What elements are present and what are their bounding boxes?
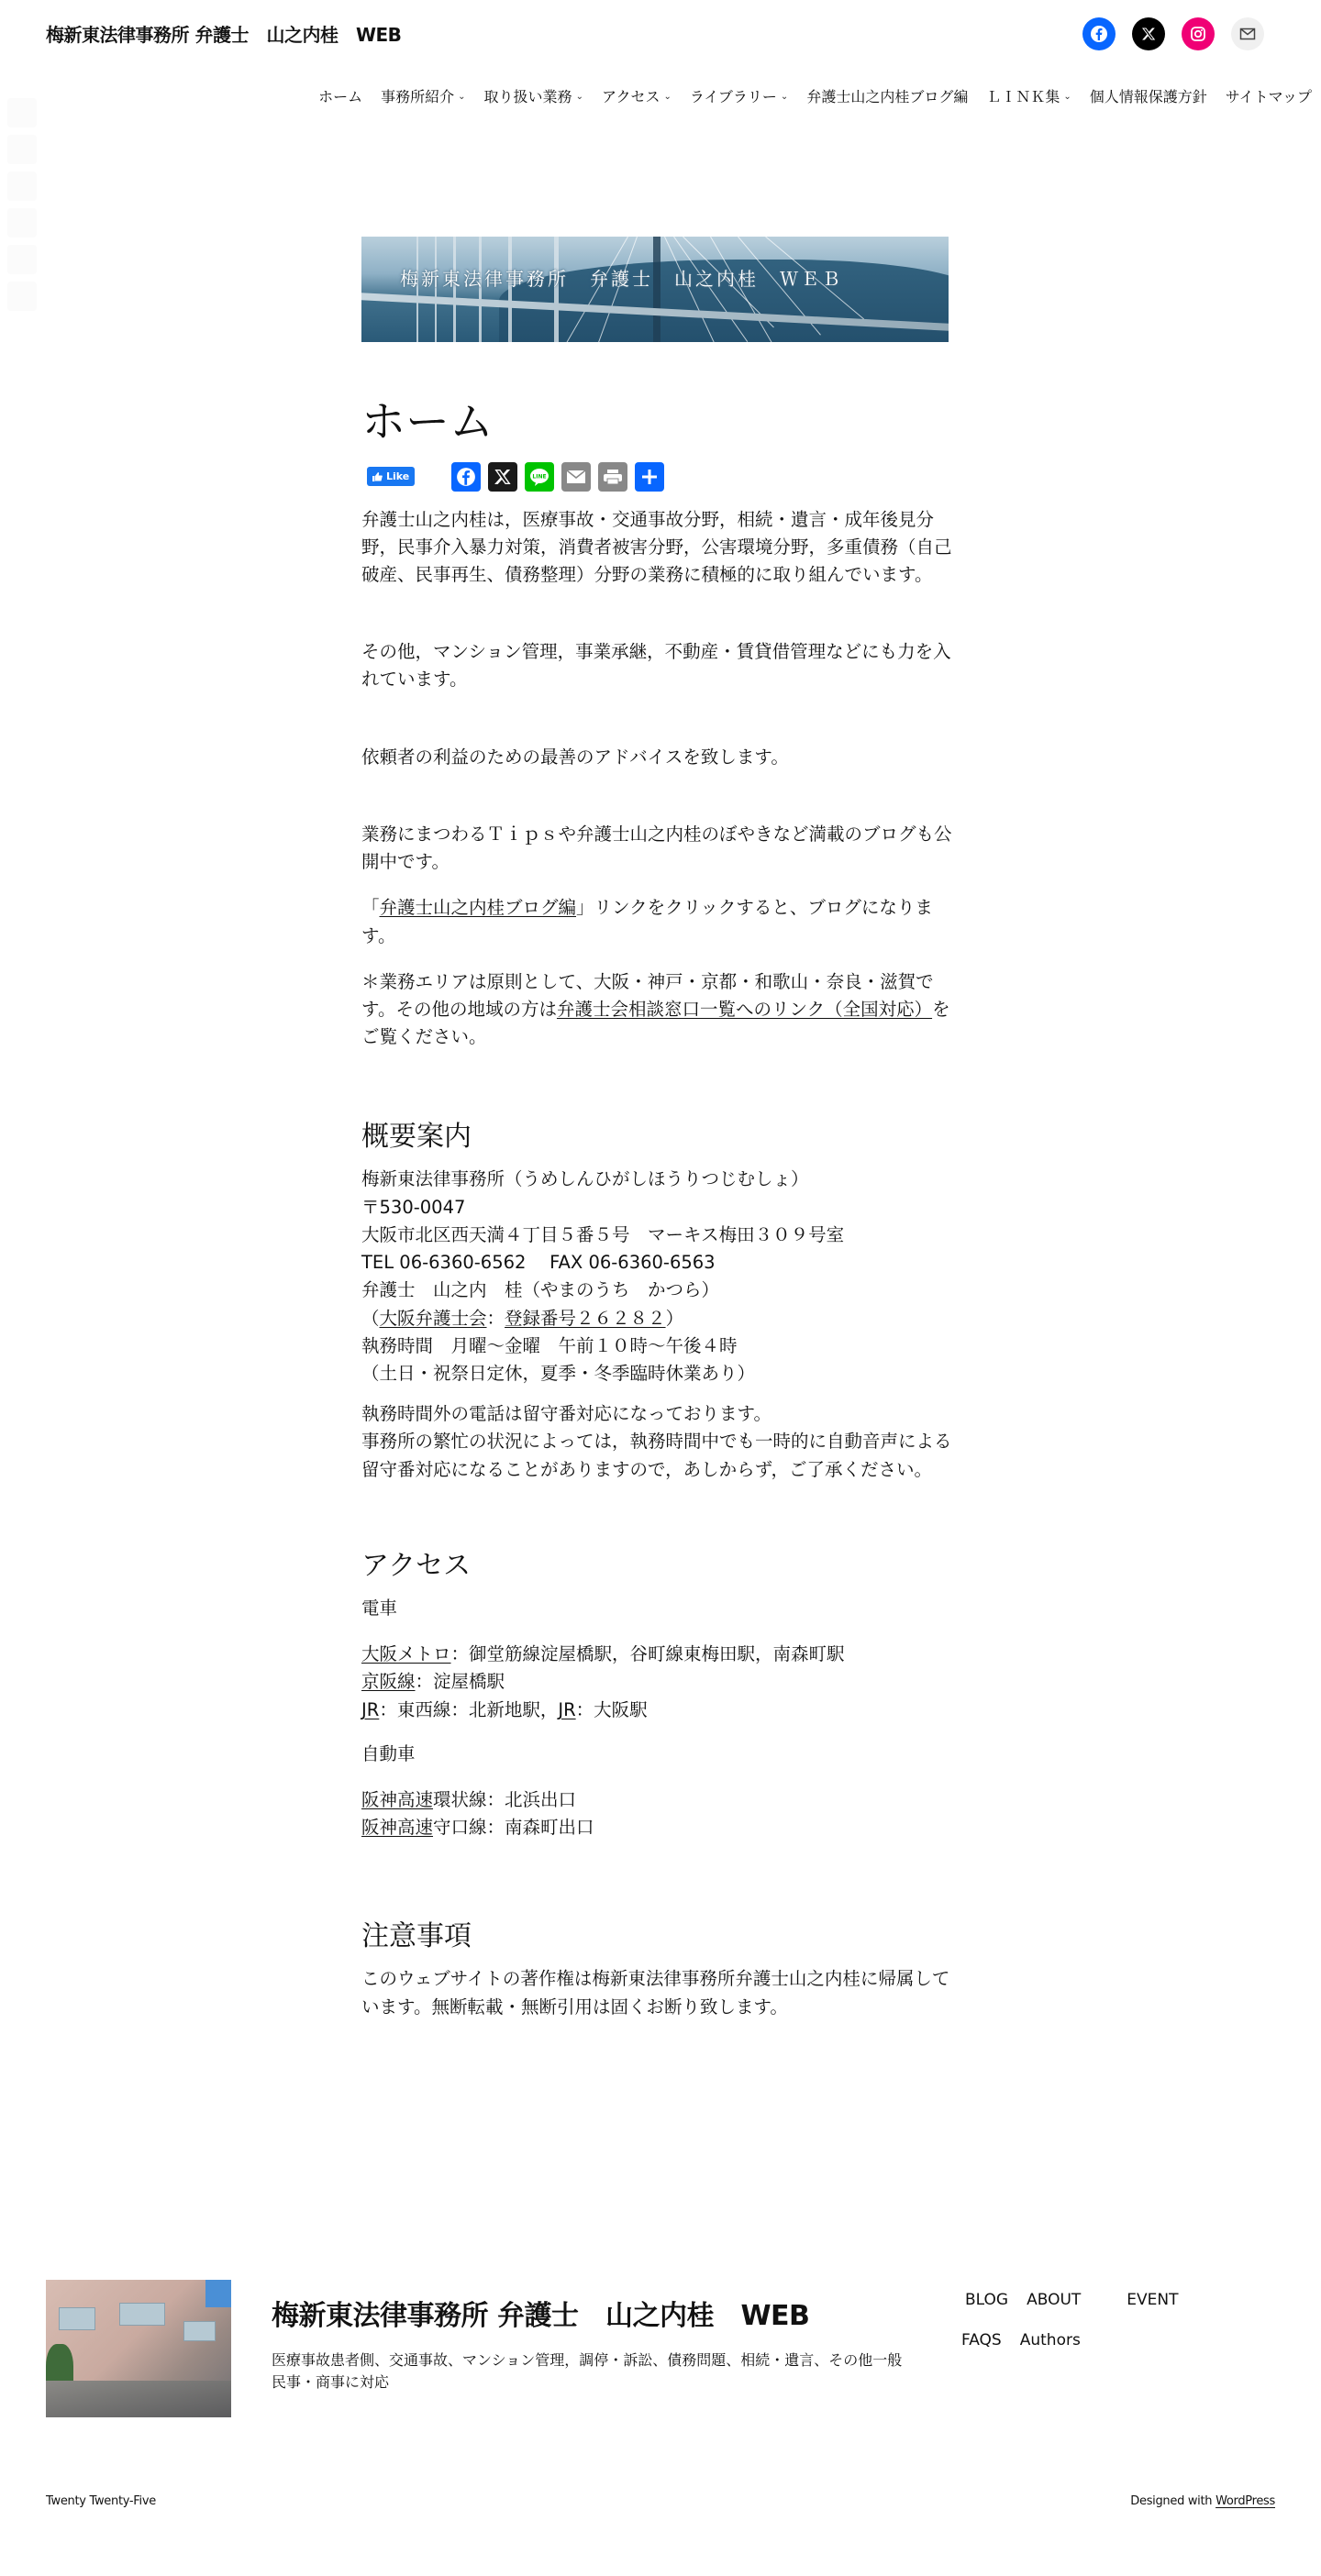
- chevron-down-icon: ⌄: [458, 92, 466, 102]
- share-row: [361, 462, 958, 492]
- blog-paragraph: 「弁護士山之内桂ブログ編」リンクをクリックすると、ブログになります。: [361, 897, 933, 946]
- registration-link[interactable]: 登録番号２６２８２: [505, 1307, 666, 1329]
- main-content: [361, 396, 958, 2049]
- social-links: [1082, 17, 1264, 50]
- copyright-notice: このウェブサイトの著作権は梅新東法律事務所弁護士山之内桂に帰属しています。無断転載・無断引用は固くお断り致します。: [361, 1968, 950, 2018]
- chevron-down-icon: ⌄: [663, 92, 672, 102]
- bar-consultation-link[interactable]: 弁護士会相談窓口一覧へのリンク（全国対応）: [556, 999, 933, 1020]
- header-banner-image: [361, 237, 949, 342]
- jr-link[interactable]: JR: [361, 1698, 380, 1720]
- holidays: （土日・祝祭日定休，夏季・冬季臨時休業あり）: [361, 1362, 756, 1384]
- floating-x-icon[interactable]: [7, 135, 37, 164]
- x-icon[interactable]: [1132, 17, 1165, 50]
- wordpress-link[interactable]: WordPress: [1216, 2494, 1275, 2508]
- car-label: 自動車: [361, 1742, 416, 1764]
- nav-item-privacy[interactable]: 個人情報保護方針: [1089, 88, 1207, 105]
- thumbs-up-icon: [372, 472, 383, 481]
- share-facebook-icon[interactable]: [451, 462, 481, 492]
- overview-details: [361, 1166, 958, 1388]
- footer-link-blog[interactable]: BLOG: [965, 2291, 1009, 2309]
- osaka-metro-link[interactable]: 大阪メトロ: [361, 1643, 451, 1665]
- chevron-down-icon: ⌄: [575, 92, 583, 102]
- notice-heading: 注意事項: [361, 1920, 472, 1953]
- floating-line-icon[interactable]: [7, 171, 37, 201]
- share-plus-icon[interactable]: [635, 462, 664, 492]
- instagram-icon[interactable]: [1182, 17, 1215, 50]
- site-title[interactable]: 梅新東法律事務所 弁護士 山之内桂 WEB: [46, 24, 402, 46]
- floating-print-icon[interactable]: [7, 245, 37, 274]
- svg-text:LINE: LINE: [532, 473, 547, 481]
- tel-fax: TEL 06-6360-6562 FAX 06-6360-6563: [361, 1252, 716, 1274]
- postal-code: 〒530-0047: [361, 1196, 466, 1218]
- footer-link-event[interactable]: EVENT: [1127, 2291, 1179, 2309]
- intro-paragraph: 依頼者の利益のための最善のアドバイスを致します。: [361, 746, 789, 768]
- footer-links: [963, 2280, 1179, 2360]
- area-paragraph: ＊業務エリアは原則として、大阪・神戸・京都・和歌山・奈良・滋賀です。その他の地域の方は弁護士会相談窓口一覧へのリンク（全国対応）をご覧ください。: [361, 970, 950, 1048]
- car-routes: 阪神高速環状線：北浜出口 阪神高速守口線：南森町出口: [361, 1788, 594, 1839]
- address: 大阪市北区西天満４丁目５番５号 マーキス梅田３０９号室: [361, 1223, 845, 1245]
- train-lines: 大阪メトロ：御堂筋線淀屋橋駅，谷町線東梅田駅，南森町駅 京阪線：淀屋橋駅 JR：東西線：北新地駅，JR：大阪駅: [361, 1643, 845, 1720]
- share-line-icon[interactable]: [525, 462, 554, 492]
- share-print-icon[interactable]: [598, 462, 627, 492]
- hanshin-expressway-link[interactable]: 阪神高速: [361, 1817, 434, 1839]
- footer-site-title[interactable]: 梅新東法律事務所 弁護士 山之内桂 WEB: [272, 2300, 810, 2332]
- designed-with: Designed with WordPress: [1130, 2494, 1275, 2508]
- nav-item-blog[interactable]: 弁護士山之内桂ブログ編: [806, 88, 969, 105]
- train-label: 電車: [361, 1597, 398, 1619]
- nav-item-sitemap[interactable]: サイトマップ: [1225, 88, 1312, 105]
- nav-item-home[interactable]: ホーム: [318, 88, 363, 105]
- facebook-like-button[interactable]: Like: [367, 467, 415, 486]
- main-nav: [318, 85, 1312, 106]
- floating-facebook-icon[interactable]: [7, 98, 37, 127]
- facebook-icon[interactable]: [1082, 17, 1116, 50]
- share-x-icon[interactable]: [488, 462, 517, 492]
- floating-share-icon[interactable]: [7, 282, 37, 311]
- lawyer-name: 弁護士 山之内 桂（やまのうち かつら）: [361, 1279, 720, 1301]
- floating-share-bar: [7, 98, 37, 311]
- chevron-down-icon: ⌄: [780, 92, 789, 102]
- nav-item-office[interactable]: 事務所紹介 ⌄: [381, 88, 466, 105]
- intro-paragraph: 業務にまつわるＴｉｐｓや弁護士山之内桂のぼやきなど満載のブログも公開中です。: [361, 823, 952, 873]
- mail-icon[interactable]: [1231, 17, 1264, 50]
- footer-description: 医療事故患者側、交通事故、マンション管理，調停・訴訟、債務問題、相続・遺言、その他一般民事・商事に対応: [272, 2351, 903, 2391]
- footer-link-about[interactable]: ABOUT: [1027, 2291, 1082, 2309]
- nav-item-links[interactable]: ＬＩＮＫ集 ⌄: [986, 88, 1071, 105]
- footer-link-faqs[interactable]: FAQS: [961, 2331, 1002, 2349]
- registration: （大阪弁護士会：登録番号２６２８２）: [361, 1307, 684, 1329]
- overview-heading: 概要案内: [361, 1121, 472, 1154]
- intro-paragraph: 弁護士山之内桂は，医療事故・交通事故分野，相続・遺言・成年後見分野，民事介入暴力対策，消費者被害分野，公害環境分野，多重債務（自己破産、民事再生、債務整理）分野の業務に積極的に取り組んでいます。: [361, 508, 952, 586]
- access-heading: アクセス: [361, 1549, 472, 1582]
- share-icons: [451, 462, 664, 492]
- nav-item-services[interactable]: 取り扱い業務 ⌄: [483, 88, 583, 105]
- footer-link-authors[interactable]: Authors: [1019, 2331, 1081, 2349]
- share-email-icon[interactable]: [561, 462, 591, 492]
- nav-item-access[interactable]: アクセス ⌄: [601, 88, 672, 105]
- page-title: ホーム: [361, 396, 494, 448]
- office-building-photo: [46, 2280, 231, 2417]
- intro-paragraph: その他，マンション管理，事業承継，不動産・賃貸借管理などにも力を入れています。: [361, 641, 951, 691]
- osaka-bar-link[interactable]: 大阪弁護士会: [379, 1307, 487, 1329]
- banner-title: 梅新東法律事務所 弁護士 山之内桂 ＷＥＢ: [400, 268, 843, 290]
- theme-name: Twenty Twenty-Five: [46, 2494, 156, 2508]
- blog-link[interactable]: 弁護士山之内桂ブログ編: [379, 897, 577, 919]
- nav-item-library[interactable]: ライブラリー ⌄: [689, 88, 789, 105]
- phone-notes: 執務時間外の電話は留守番対応になっております。 事務所の繁忙の状況によっては，執務時間中でも一時的に自動音声による留守番対応になることがありますので，あしからず，ご了承ください。: [361, 1403, 952, 1480]
- office-hours: 執務時間 月曜〜金曜 午前１０時〜午後４時: [361, 1334, 738, 1356]
- keihan-link[interactable]: 京阪線: [361, 1671, 416, 1693]
- hanshin-expressway-link[interactable]: 阪神高速: [361, 1788, 434, 1810]
- office-name: 梅新東法律事務所（うめしんひがしほうりつじむしょ）: [361, 1168, 809, 1190]
- chevron-down-icon: ⌄: [1063, 92, 1071, 102]
- jr-link[interactable]: JR: [558, 1698, 576, 1720]
- floating-email-icon[interactable]: [7, 208, 37, 238]
